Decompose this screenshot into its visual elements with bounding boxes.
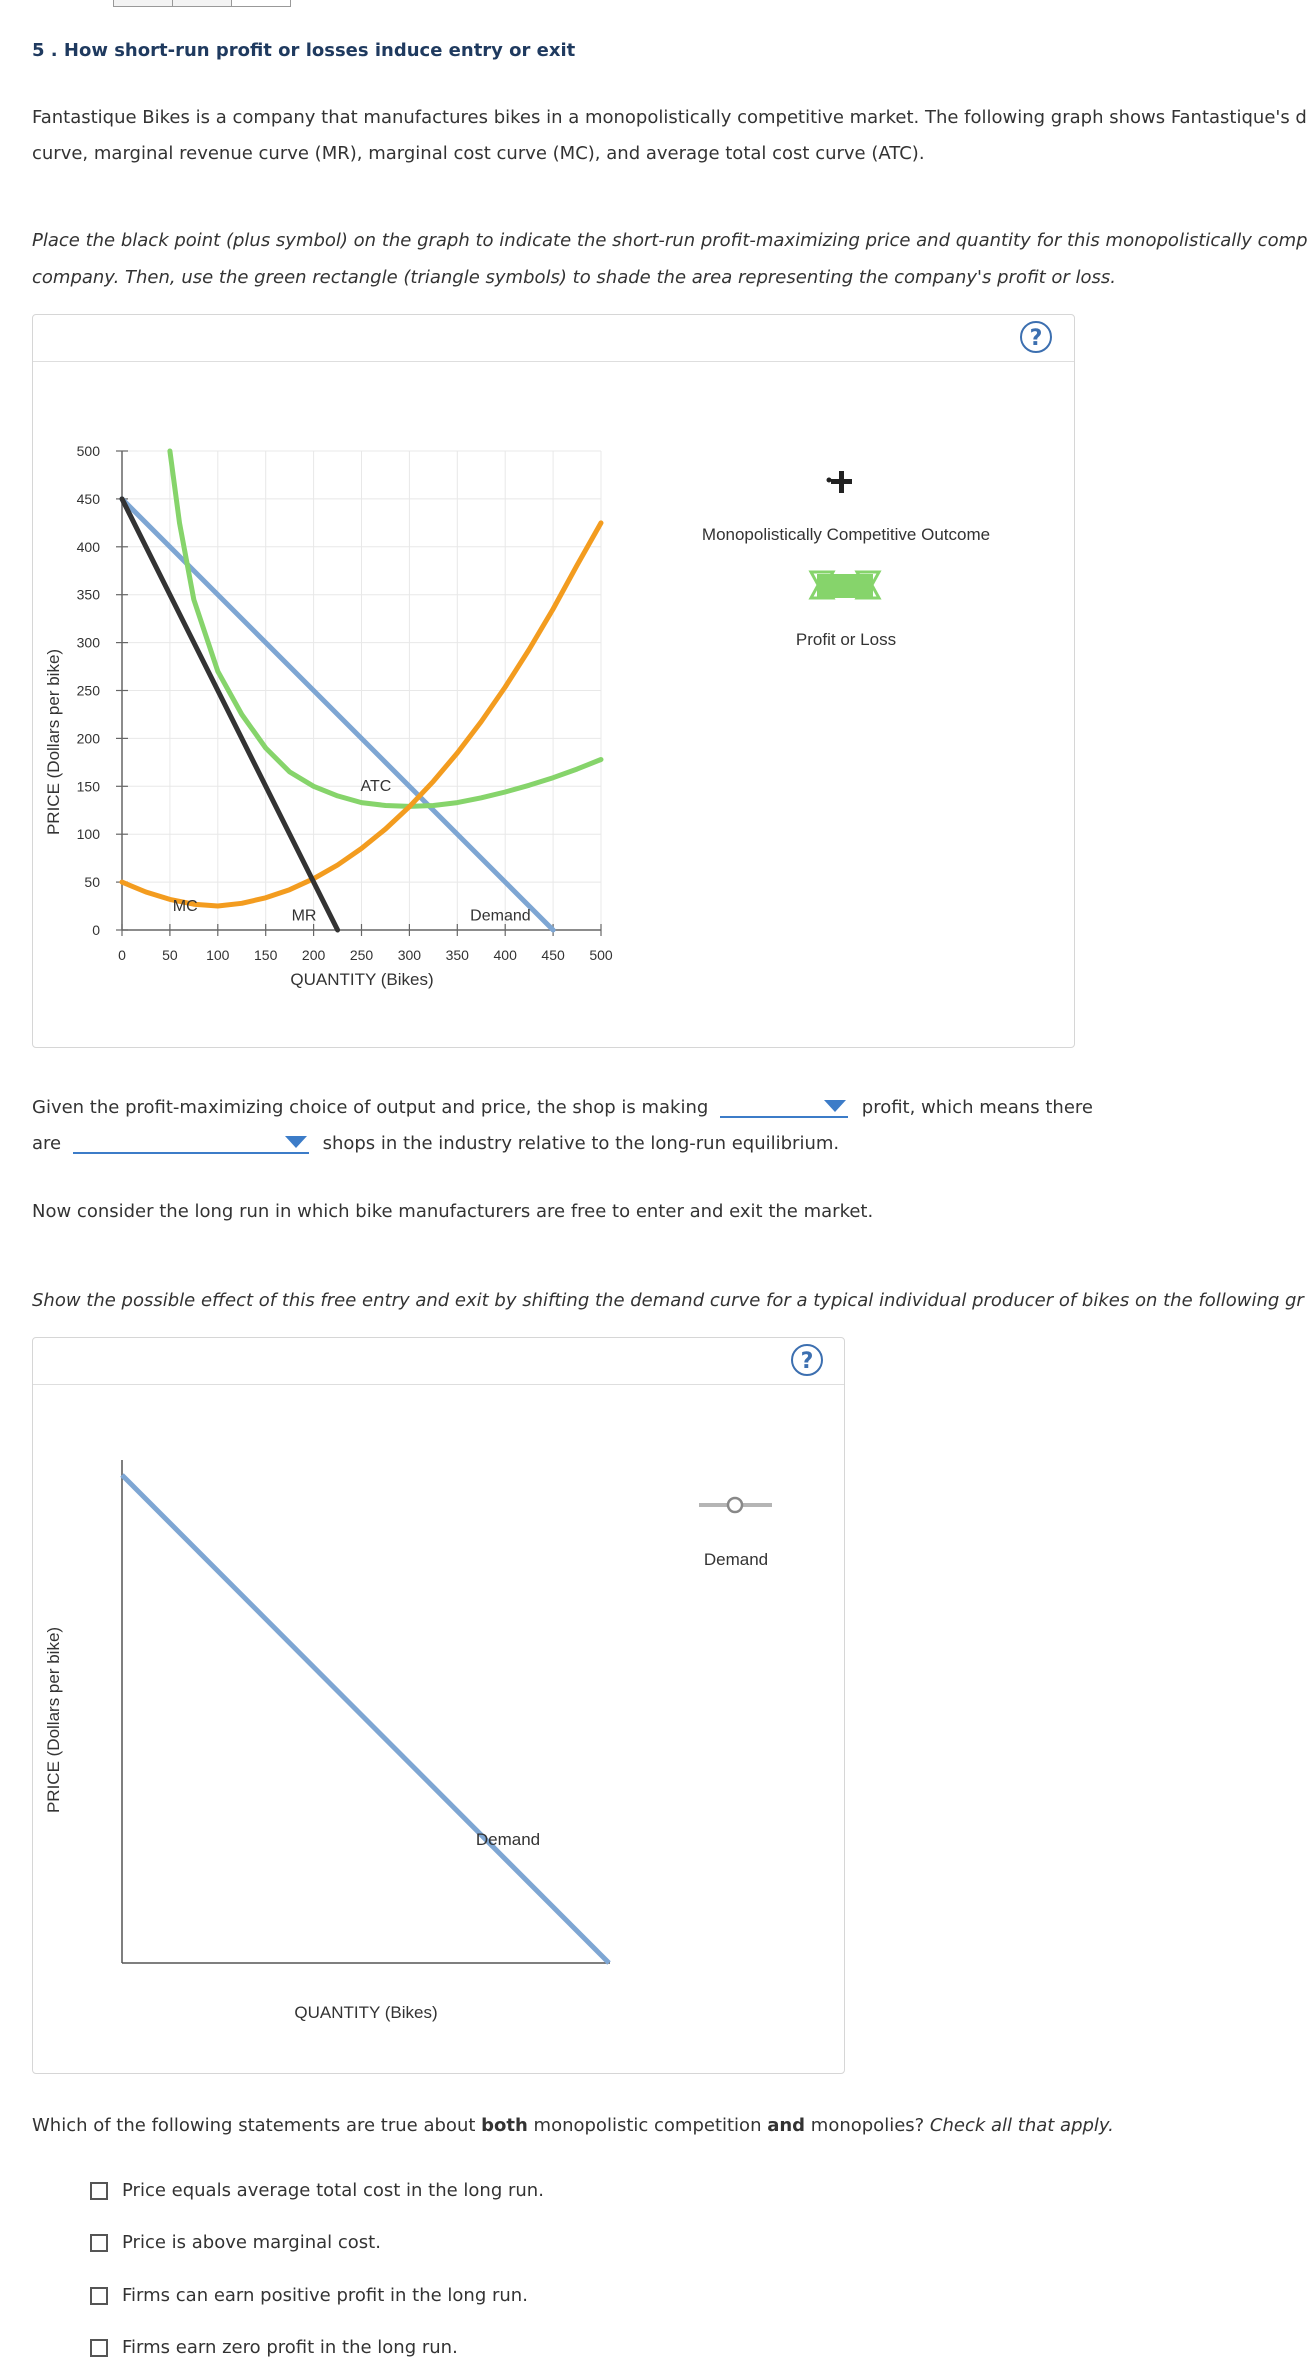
checkbox[interactable]	[90, 2287, 108, 2305]
mr-curve[interactable]	[122, 499, 338, 930]
legend-demand-tool[interactable]	[699, 1498, 772, 1512]
y-tick-label: 200	[76, 730, 100, 747]
atc-curve-label: ATC	[360, 778, 392, 796]
help-icon[interactable]: ?	[791, 1344, 823, 1376]
x-tick-label: 200	[301, 947, 326, 963]
demand-curve[interactable]	[122, 1475, 609, 1963]
dropdown-arrow-icon	[285, 1136, 307, 1148]
prompt-italic: Check all that apply.	[929, 2115, 1114, 2136]
checkbox[interactable]	[90, 2234, 108, 2252]
help-icon[interactable]: ?	[1020, 321, 1052, 353]
short-run-graph[interactable]	[0, 0, 1309, 1050]
x-tick-label: 350	[445, 947, 469, 963]
question-line-2	[32, 1128, 839, 1154]
x-tick-label: 50	[162, 947, 178, 963]
checkbox-label: Firms earn zero profit in the long run.	[122, 2337, 458, 2358]
x-tick-label: 450	[541, 947, 565, 963]
y-axis-label: PRICE (Dollars per bike)	[44, 1626, 63, 1814]
shift-handle-icon[interactable]	[728, 1498, 742, 1512]
prompt-bold: both	[481, 2115, 528, 2136]
legend-black-point-tool[interactable]	[827, 471, 853, 493]
plus-icon-bar	[831, 479, 852, 484]
y-tick-label: 500	[76, 443, 100, 459]
checkbox-label: Price equals average total cost in the long run.	[122, 2180, 544, 2201]
long-run-text: Now consider the long run in which bike manufacturers are free to enter and exit the market.	[32, 1201, 874, 1222]
y-tick-label: 100	[76, 826, 100, 843]
y-tick-label: 350	[76, 586, 100, 603]
x-tick-label: 100	[206, 947, 230, 963]
y-tick-label: 0	[92, 922, 100, 938]
checkbox[interactable]	[90, 2339, 108, 2357]
atc-curve[interactable]	[170, 451, 601, 806]
demand-curve-label: Demand	[475, 1830, 541, 1849]
profit-type-dropdown[interactable]	[720, 1092, 848, 1118]
x-tick-label: 150	[254, 947, 278, 963]
legend-dot	[827, 478, 832, 483]
y-tick-label: 50	[84, 874, 100, 891]
graph-ticks	[77, 443, 613, 963]
y-tick-label: 150	[76, 778, 100, 795]
y-tick-label: 300	[76, 634, 100, 651]
x-axis-label: QUANTITY (Bikes)	[294, 2003, 438, 2022]
legend-demand-label: Demand	[703, 1550, 769, 1569]
y-tick-label: 450	[76, 490, 100, 507]
checklist-option[interactable]	[90, 2232, 381, 2253]
checkbox-label: Price is above marginal cost.	[122, 2232, 381, 2253]
graph-grid	[122, 451, 601, 930]
legend-green-rectangle-tool[interactable]	[811, 572, 879, 598]
question-text: are	[32, 1133, 62, 1154]
y-axis-label: PRICE (Dollars per bike)	[44, 648, 63, 836]
prompt-text: monopolies?	[805, 2115, 930, 2136]
x-tick-label: 400	[493, 947, 517, 963]
long-run-graph[interactable]	[0, 1330, 1309, 2090]
checklist-option[interactable]	[90, 2337, 458, 2358]
mc-curve-label: MC	[172, 897, 198, 915]
legend-profit-label: Profit or Loss	[795, 630, 897, 649]
question-line-1	[32, 1092, 1093, 1118]
checklist-option[interactable]	[90, 2285, 528, 2306]
x-tick-label: 0	[118, 947, 126, 963]
x-tick-label: 250	[349, 947, 374, 963]
prompt-text: Which of the following statements are true about	[32, 2115, 482, 2136]
intro-line-2: curve, marginal revenue curve (MR), marginal cost curve (MC), and average total cost curve (ATC).	[32, 143, 925, 164]
prompt-bold: and	[767, 2115, 806, 2136]
legend-outcome-label: Monopolistically Competitive Outcome	[701, 525, 991, 544]
shop-count-dropdown[interactable]	[73, 1128, 309, 1154]
y-tick-label: 250	[76, 682, 100, 699]
y-tick-label: 400	[76, 538, 100, 555]
instruction-line-1: Place the black point (plus symbol) on the graph to indicate the short-run profit-maximizing price and quantity for this monopolistically comp	[32, 230, 1308, 251]
x-axis-label: QUANTITY (Bikes)	[290, 970, 434, 989]
question-text: shops in the industry relative to the long-run equilibrium.	[322, 1133, 840, 1154]
checklist-prompt	[32, 2108, 1114, 2144]
x-tick-label: 300	[397, 947, 422, 963]
instruction-line-2: company. Then, use the green rectangle (triangle symbols) to shade the area representing the company's profit or loss.	[32, 267, 1116, 288]
dropdown-arrow-icon	[824, 1100, 846, 1112]
question-text: Given the profit-maximizing choice of output and price, the shop is making	[32, 1097, 709, 1118]
x-tick-label: 500	[589, 947, 613, 963]
intro-line-1: Fantastique Bikes is a company that manufactures bikes in a monopolistically competitive market. The following graph shows Fantastique's d	[32, 107, 1307, 128]
checkbox[interactable]	[90, 2182, 108, 2200]
checklist-option[interactable]	[90, 2180, 544, 2201]
mr-curve-label: MR	[291, 907, 317, 925]
question-text: profit, which means there	[861, 1097, 1093, 1118]
question-title: 5 . How short-run profit or losses induce entry or exit	[32, 40, 576, 61]
prompt-text: monopolistic competition	[527, 2115, 768, 2136]
instruction-2: Show the possible effect of this free entry and exit by shifting the demand curve for a typical individual producer of bikes on the following gr	[32, 1290, 1304, 1311]
demand-curve-label: Demand	[470, 907, 531, 925]
checkbox-label: Firms can earn positive profit in the long run.	[122, 2285, 528, 2306]
